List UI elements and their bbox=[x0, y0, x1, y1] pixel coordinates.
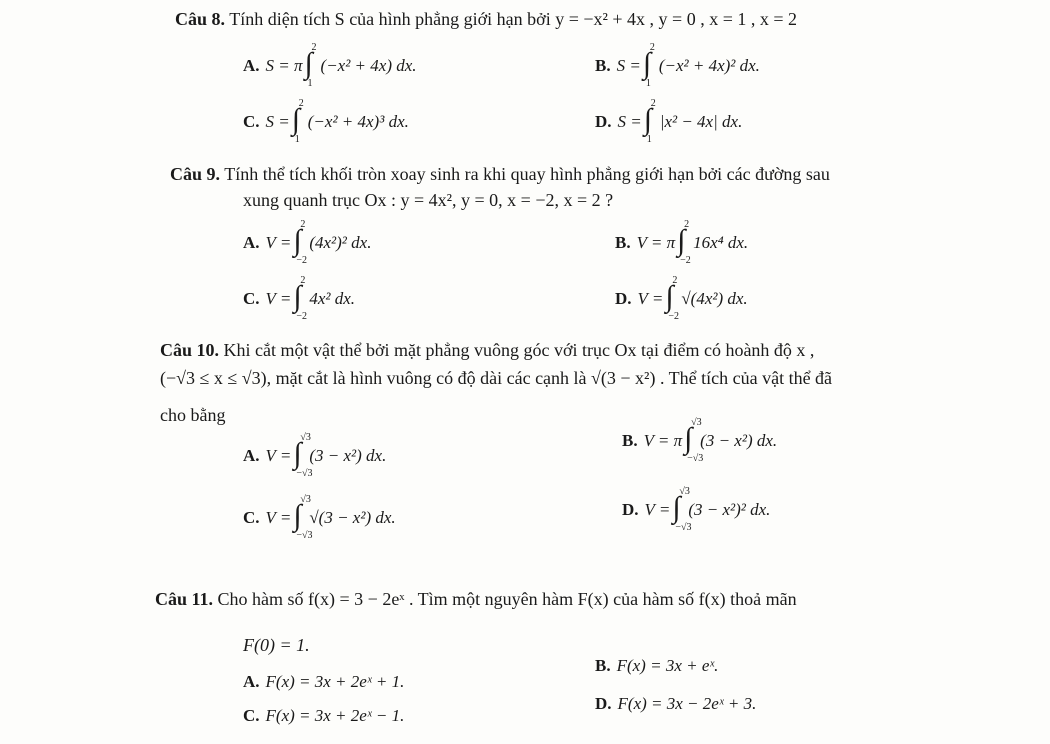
option-body: (−x² + 4x)² dx. bbox=[658, 56, 760, 75]
option-label: C. bbox=[243, 706, 260, 725]
q10-text3: cho bằng bbox=[160, 405, 226, 425]
option-label: D. bbox=[622, 500, 639, 519]
q10-stem-line3 bbox=[160, 404, 225, 426]
option-label: B. bbox=[615, 233, 631, 252]
option-lead: S = π bbox=[265, 56, 303, 75]
option-lead: S = bbox=[616, 56, 641, 75]
option-lead: V = π bbox=[643, 431, 683, 450]
q10-label: Câu 10. bbox=[160, 340, 220, 360]
q9-option-a[interactable] bbox=[243, 219, 372, 267]
q10-option-d[interactable] bbox=[622, 486, 771, 534]
q9-option-d[interactable] bbox=[615, 275, 748, 323]
option-body: (4x²)² dx. bbox=[309, 233, 372, 252]
q10-text2: (−√3 ≤ x ≤ √3), mặt cắt là hình vuông có độ dài các cạnh là √(3 − x²) . Thể tích của vật thể đã bbox=[160, 368, 833, 388]
option-label: D. bbox=[595, 694, 612, 713]
q9-stem-line2 bbox=[243, 189, 613, 211]
integral-sign: ∫ √3 −√3 bbox=[684, 417, 704, 465]
q11-stem-line1 bbox=[155, 588, 797, 610]
integral-sign: ∫ 2 −2 bbox=[293, 219, 307, 267]
integral-sign: ∫ √3 −√3 bbox=[672, 486, 692, 534]
integral-sign: ∫ 2 −2 bbox=[665, 275, 679, 323]
option-label: A. bbox=[243, 446, 260, 465]
q8-option-b[interactable] bbox=[595, 42, 760, 90]
q8-label: Câu 8. bbox=[175, 9, 226, 29]
option-label: C. bbox=[243, 508, 260, 527]
option-label: B. bbox=[622, 431, 638, 450]
q8-text: Tính diện tích S của hình phẳng giới hạn bởi y = −x² + 4x , y = 0 , x = 1 , x = 2 bbox=[229, 9, 797, 29]
option-label: A. bbox=[243, 56, 260, 75]
q9-text1: Tính thể tích khối tròn xoay sinh ra khi quay hình phẳng giới hạn bởi các đường sau bbox=[224, 164, 830, 184]
option-body: 4x² dx. bbox=[309, 289, 356, 308]
q10-option-b[interactable] bbox=[622, 417, 778, 465]
option-lead: V = bbox=[637, 289, 664, 308]
option-body: 16x⁴ dx. bbox=[693, 233, 749, 252]
q9-text2: xung quanh trục Ox : y = 4x², y = 0, x = −2, x = 2 ? bbox=[243, 190, 614, 210]
q9-label: Câu 9. bbox=[170, 164, 221, 184]
option-body: (−x² + 4x)³ dx. bbox=[307, 112, 409, 131]
q10-option-a[interactable] bbox=[243, 432, 387, 480]
q11-text2: F(0) = 1. bbox=[243, 635, 310, 655]
integral-sign: ∫ √3 −√3 bbox=[293, 432, 313, 480]
option-lead: V = bbox=[265, 233, 292, 252]
integral-sign: ∫ 2 1 bbox=[291, 98, 304, 146]
q8-stem bbox=[175, 8, 797, 30]
q11-option-a[interactable] bbox=[243, 672, 404, 692]
q10-stem-line1 bbox=[160, 339, 814, 361]
option-label: C. bbox=[243, 289, 260, 308]
option-body: F(x) = 3x + eˣ. bbox=[616, 656, 719, 675]
q11-text1: Cho hàm số f(x) = 3 − 2eˣ . Tìm một nguyên hàm F(x) của hàm số f(x) thoả mãn bbox=[217, 589, 797, 609]
option-body: √(4x²) dx. bbox=[681, 289, 748, 308]
option-body: F(x) = 3x + 2eˣ − 1. bbox=[265, 706, 405, 725]
option-label: A. bbox=[243, 672, 260, 691]
q9-stem-line1 bbox=[170, 163, 830, 185]
q9-option-c[interactable] bbox=[243, 275, 356, 323]
integral-sign: ∫ 2 −2 bbox=[677, 219, 691, 267]
q8-option-a[interactable] bbox=[243, 42, 417, 90]
option-label: D. bbox=[615, 289, 632, 308]
integral-sign: ∫ 2 1 bbox=[642, 42, 655, 90]
integral-sign: ∫ 2 −2 bbox=[293, 275, 307, 323]
q9-option-b[interactable] bbox=[615, 219, 749, 267]
option-body: |x² − 4x| dx. bbox=[659, 112, 743, 131]
q11-stem-line2 bbox=[243, 634, 310, 656]
integral-sign: ∫ 2 1 bbox=[643, 98, 656, 146]
q8-option-c[interactable] bbox=[243, 98, 409, 146]
option-body: (3 − x²)² dx. bbox=[688, 500, 771, 519]
option-lead: V = π bbox=[636, 233, 676, 252]
option-label: A. bbox=[243, 233, 260, 252]
option-body: (3 − x²) dx. bbox=[700, 431, 778, 450]
option-body: (3 − x²) dx. bbox=[309, 446, 387, 465]
option-body: √(3 − x²) dx. bbox=[309, 508, 396, 527]
q11-label: Câu 11. bbox=[155, 589, 214, 609]
option-lead: V = bbox=[265, 289, 292, 308]
option-lead: S = bbox=[617, 112, 642, 131]
option-label: C. bbox=[243, 112, 260, 131]
q10-text1: Khi cắt một vật thể bởi mặt phẳng vuông góc với trục Ox tại điểm có hoành độ x , bbox=[223, 340, 815, 360]
q11-option-c[interactable] bbox=[243, 706, 404, 726]
option-label: B. bbox=[595, 656, 611, 675]
integral-sign: ∫ √3 −√3 bbox=[293, 494, 313, 542]
option-body: F(x) = 3x + 2eˣ + 1. bbox=[265, 672, 405, 691]
q10-option-c[interactable] bbox=[243, 494, 396, 542]
option-label: B. bbox=[595, 56, 611, 75]
q11-option-b[interactable] bbox=[595, 656, 718, 676]
option-lead: V = bbox=[265, 446, 292, 465]
q8-option-d[interactable] bbox=[595, 98, 743, 146]
integral-sign: ∫ 2 1 bbox=[304, 42, 317, 90]
option-label: D. bbox=[595, 112, 612, 131]
option-lead: S = bbox=[265, 112, 290, 131]
option-lead: V = bbox=[644, 500, 671, 519]
q10-stem-line2 bbox=[160, 367, 832, 389]
option-body: F(x) = 3x − 2eˣ + 3. bbox=[617, 694, 757, 713]
option-body: (−x² + 4x) dx. bbox=[320, 56, 417, 75]
q11-option-d[interactable] bbox=[595, 694, 756, 714]
option-lead: V = bbox=[265, 508, 292, 527]
